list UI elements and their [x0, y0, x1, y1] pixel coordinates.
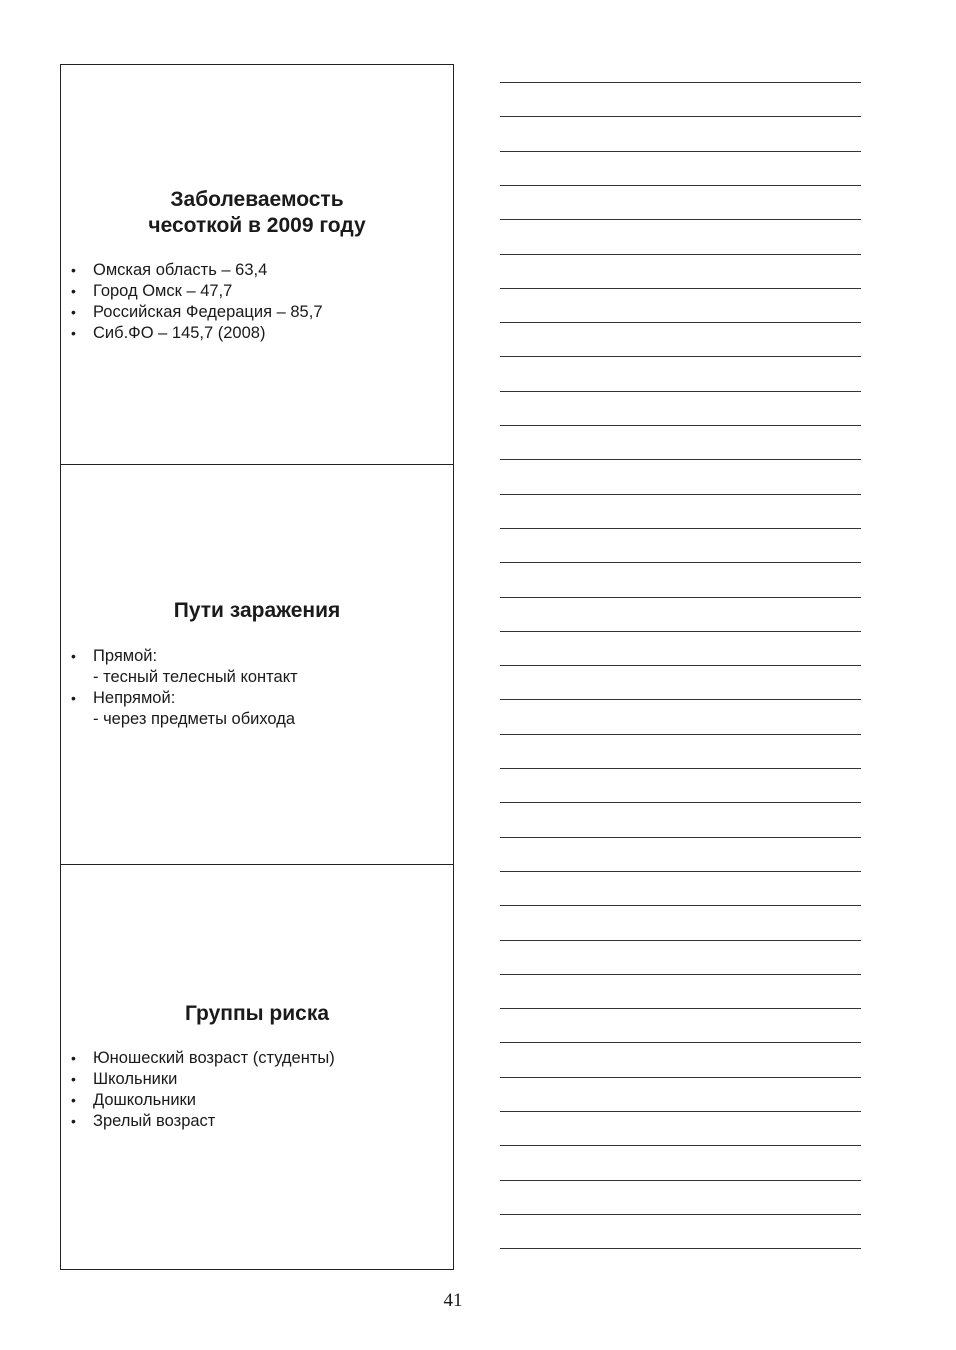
note-line [500, 151, 861, 152]
list-item [69, 1048, 445, 1069]
list-item-text: Непрямой: [93, 689, 176, 707]
page-number: 41 [443, 1290, 463, 1311]
note-line [500, 528, 861, 529]
list-item [69, 323, 445, 344]
note-line [500, 1214, 861, 1215]
note-line [500, 219, 861, 220]
list-item [69, 281, 445, 302]
list-item-text: Прямой: [93, 647, 158, 665]
list-item-text: Школьники [93, 1070, 178, 1088]
list-item-text: Сиб.ФО – 145,7 (2008) [93, 324, 266, 342]
note-line [500, 1180, 861, 1181]
note-line [500, 82, 861, 83]
list-item [69, 646, 445, 688]
bullet-icon: • [71, 1113, 76, 1129]
note-line [500, 768, 861, 769]
bullet-icon: • [71, 325, 76, 341]
bullet-icon: • [71, 1050, 76, 1066]
note-line [500, 322, 861, 323]
bullet-icon: • [71, 690, 76, 706]
note-line [500, 391, 861, 392]
list-item [69, 1111, 445, 1132]
note-line [500, 802, 861, 803]
list-item-text: Юношеский возраст (студенты) [93, 1049, 335, 1067]
note-line [500, 871, 861, 872]
note-line [500, 1042, 861, 1043]
note-line [500, 1077, 861, 1078]
bullet-list [69, 646, 445, 730]
note-line [500, 940, 861, 941]
bullet-icon: • [71, 1092, 76, 1108]
slide-title: Заболеваемость чесоткой в 2009 году [148, 188, 366, 237]
note-line [500, 631, 861, 632]
list-item [69, 260, 445, 281]
note-line [500, 288, 861, 289]
slide-title: Группы риска [184, 1002, 330, 1025]
list-item-text: Омская область – 63,4 [93, 261, 268, 279]
bullet-list [69, 1048, 445, 1132]
note-line [500, 1111, 861, 1112]
note-line [500, 597, 861, 598]
note-line [500, 974, 861, 975]
note-line [500, 562, 861, 563]
slide-incidence [61, 65, 453, 465]
note-line [500, 1008, 861, 1009]
note-line [500, 116, 861, 117]
slide-handout-frame [60, 64, 454, 1270]
note-line [500, 494, 861, 495]
bullet-icon: • [71, 304, 76, 320]
list-item [69, 688, 445, 730]
note-line [500, 665, 861, 666]
list-item-text: Российская Федерация – 85,7 [93, 303, 323, 321]
list-item-subtext: - тесный телесный контакт [93, 668, 298, 686]
note-line [500, 425, 861, 426]
list-item-text: Дошкольники [93, 1091, 196, 1109]
list-item-subtext: - через предметы обихода [93, 710, 296, 728]
list-item-text: Зрелый возраст [93, 1112, 216, 1130]
bullet-icon: • [71, 648, 76, 664]
note-line [500, 185, 861, 186]
bullet-icon: • [71, 283, 76, 299]
bullet-icon: • [71, 262, 76, 278]
note-line [500, 699, 861, 700]
note-line [500, 1248, 861, 1249]
list-item [69, 1069, 445, 1090]
note-line [500, 837, 861, 838]
note-line [500, 459, 861, 460]
note-line [500, 356, 861, 357]
bullet-icon: • [71, 1071, 76, 1087]
slide-risk-groups [61, 864, 453, 1270]
note-line [500, 254, 861, 255]
list-item [69, 1090, 445, 1111]
note-line [500, 1145, 861, 1146]
note-line [500, 734, 861, 735]
slide-title: Пути заражения [173, 599, 341, 622]
list-item-text: Город Омск – 47,7 [93, 282, 233, 300]
list-item [69, 302, 445, 323]
bullet-list [69, 260, 445, 344]
note-line [500, 905, 861, 906]
slide-transmission [61, 464, 453, 864]
